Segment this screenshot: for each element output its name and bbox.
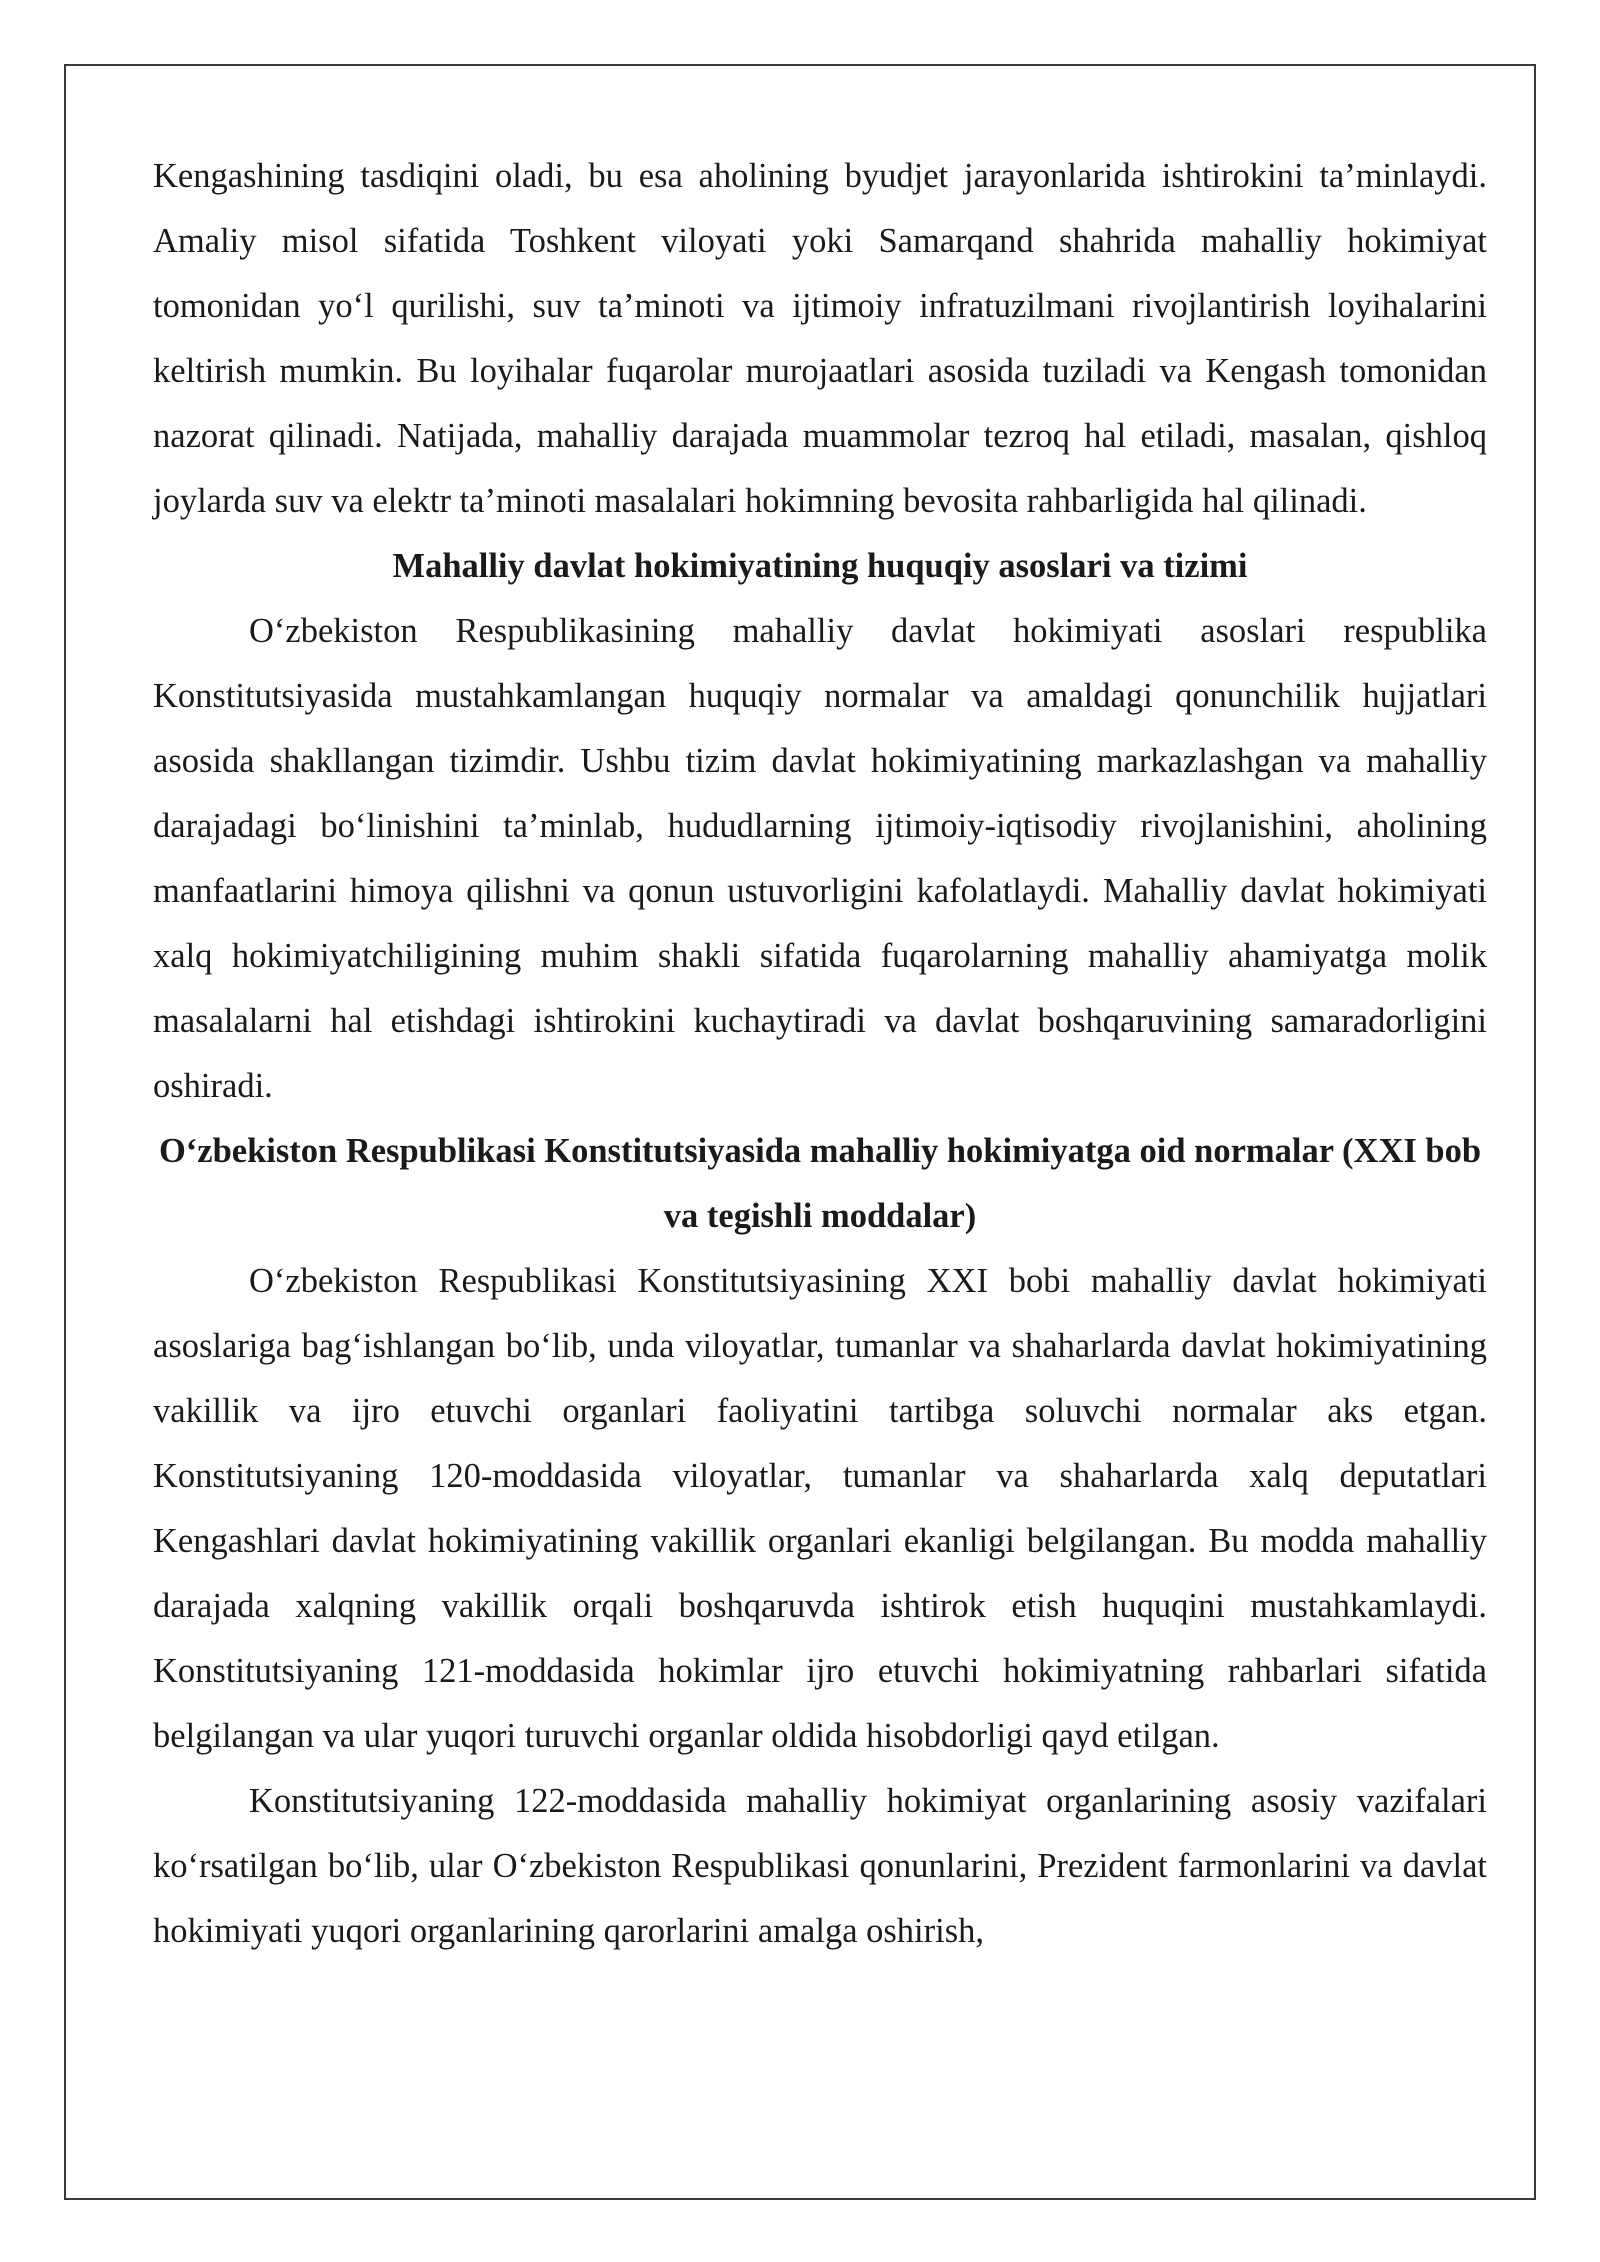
paragraph-2: O‘zbekiston Respublikasining mahalliy davlat hokimiyati asoslari respublika Konstitutsiyasida mustahkamlangan huquqiy normalar va amaldagi qonunchilik hujjatlari asosida shakllangan tizimdir. Ushbu tizim davlat hokimiyatining markazlashgan va mahalliy darajadagi bo‘linishini ta’minlab, hududlarning ijtimoiy-iqtisodiy rivojlanishini, aholining manfaatlarini himoya qilishni va qonun ustuvorligini kafolatlaydi. Mahalliy davlat hokimiyati xalq hokimiyatchiligining muhim shakli sifatida fuqarolarning mahalliy ahamiyatga molik masalalarni hal etishdagi ishtirokini kuchaytiradi va davlat boshqaruvining samaradorligini oshiradi. (153, 612, 1487, 1105)
paragraph-4: Konstitutsiyaning 122-moddasida mahalliy hokimiyat organlarining asosiy vazifalari ko‘rsatilgan bo‘lib, ular O‘zbekiston Respublikasi qonunlarini, Prezident farmonlarini va davlat hokimiyati yuqori organlarining qarorlarini amalga oshirish, (153, 1782, 1487, 1950)
document-body (153, 144, 1487, 1964)
paragraph-1: Kengashining tasdiqini oladi, bu esa aholining byudjet jarayonlarida ishtirokini ta’minlaydi. Amaliy misol sifatida Toshkent viloyati yoki Samarqand shahrida mahalliy hokimiyat tomonidan yo‘l qurilishi, suv ta’minoti va ijtimoiy infratuzilmani rivojlantirish loyihalarini keltirish mumkin. Bu loyihalar fuqarolar murojaatlari asosida tuziladi va Kengash tomonidan nazorat qilinadi. Natijada, mahalliy darajada muammolar tezroq hal etiladi, masalan, qishloq joylarda suv va elektr ta’minoti masalalari hokimning bevosita rahbarligida hal qilinadi. (153, 157, 1487, 520)
section-heading-constitution-norms: O‘zbekiston Respublikasi Konstitutsiyasida mahalliy hokimiyatga oid normalar (XXI bob va tegishli moddalar) (158, 1132, 1482, 1235)
paragraph-3: O‘zbekiston Respublikasi Konstitutsiyasining XXI bobi mahalliy davlat hokimiyati asoslariga bag‘ishlangan bo‘lib, unda viloyatlar, tumanlar va shaharlarda davlat hokimiyatining vakillik va ijro etuvchi organlari faoliyatini tartibga soluvchi normalar aks etgan. Konstitutsiyaning 120-moddasida viloyatlar, tumanlar va shaharlarda xalq deputatlari Kengashlari davlat hokimiyatining vakillik organlari ekanligi belgilangan. Bu modda mahalliy darajada xalqning vakillik orqali boshqaruvda ishtirok etish huquqini mustahkamlaydi. Konstitutsiyaning 121-moddasida hokimlar ijro etuvchi hokimiyatning rahbarlari sifatida belgilangan va ular yuqori turuvchi organlar oldida hisobdorligi qayd etilgan. (153, 1262, 1487, 1755)
section-heading-legal-basis: Mahalliy davlat hokimiyatining huquqiy asoslari va tizimi (392, 547, 1248, 585)
